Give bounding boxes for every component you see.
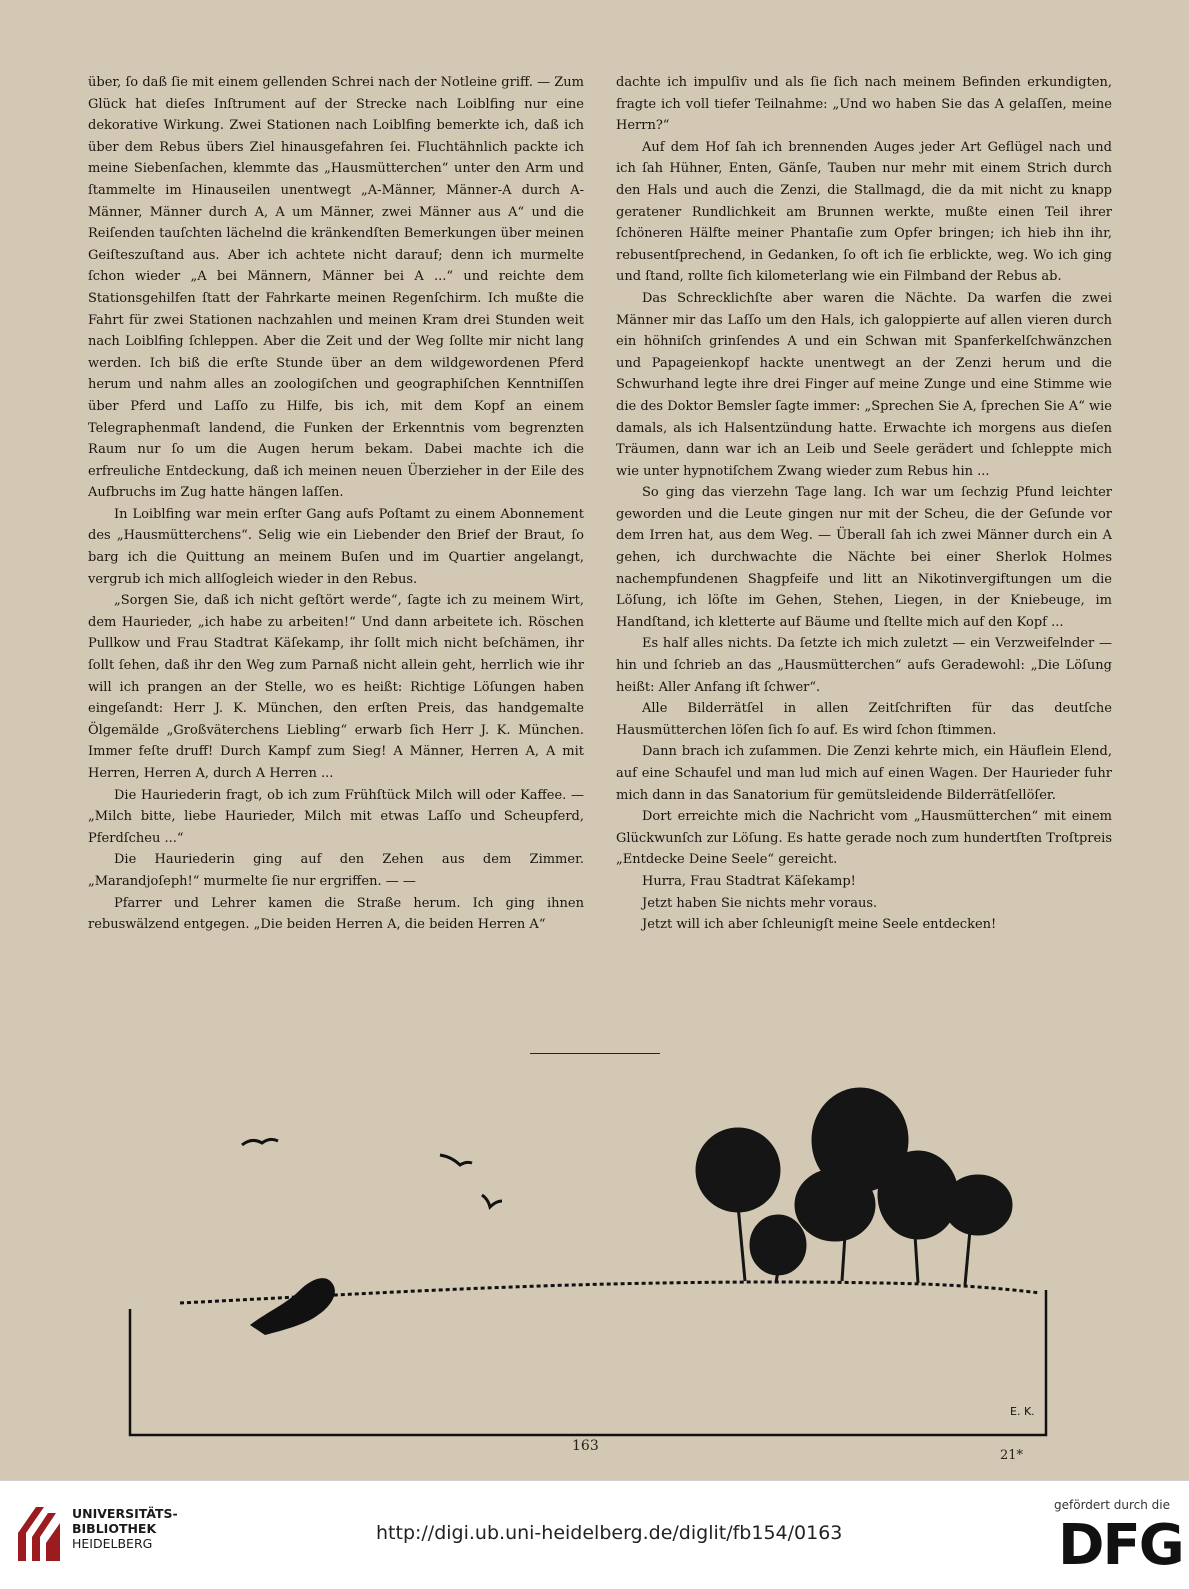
paragraph: Pfarrer und Lehrer kamen die Straße herum. Ich ging ihnen rebuswälzend entgegen. „Die beiden Herren A, die beiden Herren A“	[88, 895, 584, 933]
paragraph: Hurra, Frau Stadtrat Käſekamp!	[642, 873, 856, 889]
bird-icon	[482, 1195, 502, 1207]
paragraph: In Loiblfing war mein erſter Gang aufs Poſtamt zu einem Abonnement des „Hausmütterchens“. Selig wie ein Liebender den Brief der Braut, ſo barg ich die Quittung an meinem Buſen und im Quartier angelangt, vergrub ich mich allſogleich wieder in den Rebus.	[88, 506, 584, 587]
paragraph: über, ſo daß ſie mit einem gellenden Schrei nach der Notleine griff. — Zum Glück hat dieſes Inſtrument auf der Strecke nach Loiblfing nur eine dekorative Wirkung. Zwei Stationen nach Loiblfing bemerkte ich, daß ich über dem Rebus übers Ziel hinausgefahren ſei. Fluchtähnlich packte ich meine Siebenſachen, klemmte das „Hausmütterchen“ unter den Arm und ſtammelte im Hinauseilen unentwegt „A-Männer, Männer-A durch A-Männer, Männer durch A, A um Männer, zwei Männer aus A“ und die Reiſenden tauſchten lächelnd die kränkendſten Bemerkungen über meinen Geiſteszuſtand aus. Aber ich achtete nicht darauf; denn ich murmelte ſchon wieder „A bei Männern, Männer bei A ...“ und reichte dem Stationsgehilfen ſtatt der Fahrkarte meinen Regenſchirm. Ich mußte die Fahrt für zwei Stationen nachzahlen und meinen Kram drei Stunden weit nach Loiblfing ſchleppen. Aber die Zeit und der Weg ſollte mir nicht lang werden. Ich biß die erſte Stunde über an dem wildgewordenen Pferd herum und nahm alles an zoologiſchen und geographiſchen Kenntniſſen über Pferd und Laſſo zu Hilfe, bis ich, mit dem Kopf an einem Telegraphenmaſt landend, die Funken der Erkenntnis vom begrenzten Raum nur ſo um die Augen herum bekam. Dabei machte ich die erfreuliche Entdeckung, daß ich meinen neuen Überzieher in der Eile des Aufbruchs im Zug hatte hängen laſſen.	[88, 75, 584, 501]
paragraph: Dann brach ich zuſammen. Die Zenzi kehrte mich, ein Häuflein Elend, auf eine Schaufel und man lud mich auf einen Wagen. Der Haurieder fuhr mich dann in das Sanatorium für gemütsleidende Bilderrätſellöſer.	[616, 744, 1112, 803]
paragraph: So ging das vierzehn Tage lang. Ich war um ſechzig Pfund leichter geworden und die Leute gingen nur mit der Scheu, die der Geſunde vor dem Irren hat, aus dem Weg. — Überall ſah ich zwei Männer durch ein A gehen, ich durchwachte die Nächte bei einer Sherlok Holmes nachempfundenen Shagpfeife und litt an Nikotinvergiftungen um die Löſung, ich löſte im Gehen, Stehen, Liegen, in der Kniebeuge, im Handſtand, ich kletterte auf Bäume und ſtellte mich auf den Kopf ...	[616, 485, 1112, 630]
illustration-signature: E. K.	[1010, 1405, 1035, 1418]
reclining-figure	[250, 1278, 335, 1335]
permalink-url[interactable]: http://digi.ub.uni-heidelberg.de/diglit/fb154/0163	[376, 1522, 843, 1544]
paragraph: dachte ich impulſiv und als ſie ſich nach meinem Befinden erkundigten, fragte ich voll tiefer Teilnahme: „Und wo haben Sie das A gelaſſen, meine Herrn?“	[616, 75, 1112, 134]
bird-icon	[242, 1139, 278, 1145]
right-text-column	[616, 72, 1112, 936]
viewer-footer	[0, 1480, 1189, 1589]
bird-icon	[440, 1155, 472, 1165]
library-name[interactable]: UNIVERSITÄTS- BIBLIOTHEK HEIDELBERG	[72, 1506, 178, 1551]
left-text-column	[88, 72, 584, 936]
paragraph: Die Hauriederin fragt, ob ich zum Frühſtück Milch will oder Kaffee. — „Milch bitte, liebe Haurieder, Milch mit etwas Laſſo und Scheupferd, Pferdſcheu ...“	[88, 787, 584, 846]
frame-outline	[130, 1290, 1046, 1435]
paragraph: Das Schrecklichſte aber waren die Nächte. Da warfen die zwei Männer mir das Laſſo um den Hals, ich galoppierte auf allen vieren durch ein höhniſch grinſendes A und ein Schwan mit Spanferkelſchwänzchen und Papageienkopf hackte unentwegt an der Zenzi herum und die Schwurhand legte ihre drei Finger auf meine Zunge und eine Stimme wie die des Doktor Bemsler ſagte immer: „Sprechen Sie A, ſprechen Sie A“ wie damals, als ich Halsentzündung hatte. Erwachte ich morgens aus dieſen Träumen, dann war ich an Leib und Seele gerädert und ſchleppte mich wie unter hypnotiſchem Zwang wieder zum Rebus hin ...	[616, 290, 1112, 479]
paragraph: Die Hauriederin ging auf den Zehen aus dem Zimmer. „Marandjoſeph!“ murmelte ſie nur ergriffen. — —	[88, 852, 584, 889]
paragraph: Auf dem Hof ſah ich brennenden Auges jeder Art Geflügel nach und ich ſah Hühner, Enten, Gänſe, Tauben nur mehr mit einem Strich durch den Hals und auch die Zenzi, die Stallmagd, die da mit nicht zu knapp geratener Rundlichkeit am Brunnen werkte, mußte einen Teil ihrer ſchöneren Hälfte meiner Phantaſie zum Opfer bringen; ich hieb ihn ihr, rebusentſprechend, in Gedanken, ſo oft ich ſie erblickte, weg. Wo ich ging und ſtand, rollte ſich kilometerlang wie ein Filmband der Rebus ab.	[616, 139, 1112, 285]
paragraph: Dort erreichte mich die Nachricht vom „Hausmütterchen“ mit einem Glückwunſch zur Löſung. Es hatte gerade noch zum hundertſten Troſtpreis „Entdecke Deine Seele“ gereicht.	[616, 809, 1112, 868]
dfg-logo[interactable]: DFG	[1058, 1513, 1183, 1578]
paragraph: Alle Bilderrätſel in allen Zeitſchriften für das deutſche Hausmütterchen löſen ſich ſo auf. Es wird ſchon ſtimmen.	[616, 701, 1112, 738]
paragraph: Jetzt haben Sie nichts mehr voraus.	[642, 895, 878, 911]
paragraph: Es half alles nichts. Da ſetzte ich mich zuletzt — ein Verzweifelnder — hin und ſchrieb an das „Hausmütterchen“ aufs Geradewohl: „Die Löſung heißt: Aller Anfang iſt ſchwer“.	[616, 636, 1112, 695]
paragraph: „Sorgen Sie, daß ich nicht geſtört werde“, ſagte ich zu meinem Wirt, dem Haurieder, „ich habe zu arbeiten!“ Und dann arbeitete ich. Röschen Pullkow und Frau Stadtrat Käſekamp, ihr ſollt mich nicht beſchämen, ihr ſollt ſehen, daß ihr den Weg zum Parnaß nicht allein geht, herrlich wie ihr will ich prangen an der Stelle, wo es heißt: Richtige Löſungen haben eingeſandt: Herr J. K. München, den erſten Preis, das handgemalte Ölgemälde „Großväterchens Liebling“ erwarb ſich Herr J. K. München. Immer feſte druff! Durch Kampf zum Sieg! A Männer, Herren A, A mit Herren, Herren A, durch A Herren ...	[88, 593, 584, 781]
university-library-logo-icon[interactable]	[14, 1503, 64, 1565]
funding-label: gefördert durch die	[1054, 1498, 1170, 1512]
landscape-illustration	[100, 1085, 1080, 1455]
paragraph: Jetzt will ich aber ſchleunigſt meine Seele entdecken!	[642, 917, 997, 933]
section-divider	[530, 1053, 660, 1054]
tree-group	[696, 1088, 1012, 1285]
page-number: 163	[572, 1438, 599, 1454]
sheet-signature: 21*	[1000, 1448, 1024, 1463]
